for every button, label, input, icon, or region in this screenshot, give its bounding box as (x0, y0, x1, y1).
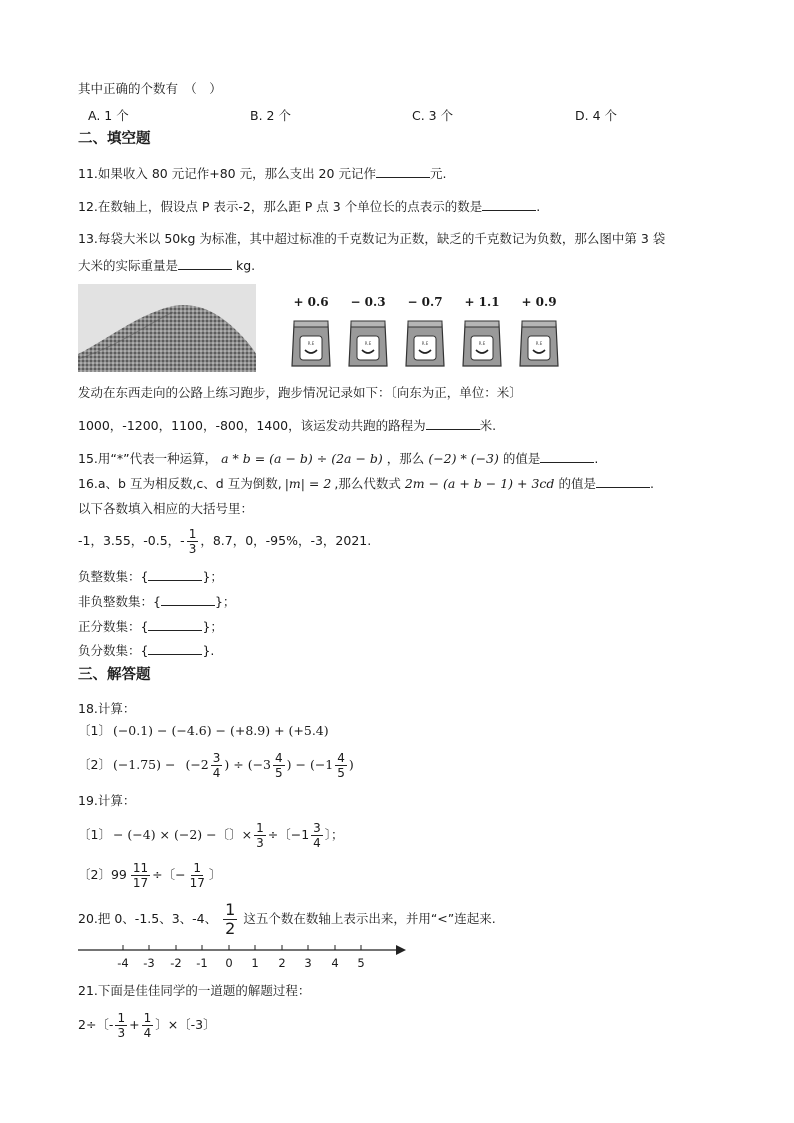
question-20: 20.把 0、-1.5、3、-4、 $\frac{1}{2}$ 这五个数在数轴上表示出来，并用“<”连起来. (78, 900, 496, 938)
question-19-part1: 〔1〕 − (−4) × (−2) −〔〕× $\frac{1}{3}$ ÷〔−1 $\frac{3}{4}$ 〕； (78, 821, 344, 850)
answer-blank[interactable] (148, 617, 202, 631)
tick-label: -3 (143, 956, 155, 970)
answer-blank[interactable] (482, 197, 536, 211)
set-negative-integers: 负整数集：{ }； (78, 569, 223, 584)
tick-label: -2 (170, 956, 182, 970)
tick-label: 4 (331, 956, 339, 970)
question-21-expression: 2÷〔- $\frac{1}{3}$ + $\frac{1}{4}$ 〕×〔-3〕 (78, 1011, 216, 1040)
question-18-title: 18.计算： (78, 701, 136, 716)
question-11: 11.如果收入 80 元记作+80 元，那么支出 20 元记作 元. (78, 166, 447, 181)
question-13-line2: 大米的实际重量是 kg. (78, 258, 256, 273)
svg-text:R.E: R.E (421, 341, 429, 346)
choice-d: D. 4 个 (575, 108, 617, 123)
number-line (78, 940, 408, 956)
fraction: $\frac{4}{5}$ (275, 751, 283, 780)
question-13-line1: 13.每袋大米以 50kg 为标准，其中超过标准的千克数记为正数，缺乏的千克数记为负数，那么图中第 3 袋 (78, 231, 666, 246)
question-14-line2: 1000，-1200，1100，-800，1400，该运发动共跑的路程为 米. (78, 418, 497, 433)
question-18-part1: 〔1〕 (−0.1) − (−4.6) − (+8.9) + (+5.4) (78, 723, 329, 738)
answer-blank[interactable] (596, 474, 650, 488)
fraction: $\frac{1}{2}$ (225, 900, 236, 938)
arrow-right-icon (396, 945, 406, 955)
fraction: $\frac{4}{5}$ (337, 751, 345, 780)
rice-bag-icon (519, 318, 559, 368)
rice-bag-icon (462, 318, 502, 368)
answer-blank[interactable] (148, 641, 202, 655)
svg-text:R.E: R.E (307, 341, 315, 346)
svg-text:R.E: R.E (535, 341, 543, 346)
answer-blank[interactable] (540, 449, 594, 463)
question-19-part2: 〔2〕99 $\frac{11}{17}$ ÷〔− $\frac{1}{17}$ 〕 (78, 861, 222, 890)
question-14-line1: 发动在东西走向的公路上练习跑步，跑步情况记录如下：〔向东为正，单位：米〕 (78, 385, 522, 400)
rice-pile-image (78, 284, 256, 372)
fraction: $\frac{1}{4}$ (143, 1011, 152, 1040)
tick-label: -4 (117, 956, 129, 970)
tick-label: -1 (196, 956, 208, 970)
rice-bag-icon (348, 318, 388, 368)
q10-stem: 其中正确的个数有 （ ） (78, 81, 222, 96)
set-negative-fractions: 负分数集：{ }. (78, 643, 215, 658)
set-nonnegative-integers: 非负整数集：{ }； (78, 594, 236, 609)
fraction: $\frac{1}{17}$ (189, 861, 205, 890)
bag-label-4: + 1.1 (464, 295, 500, 309)
answer-blank[interactable] (161, 592, 215, 606)
choice-a: A. 1 个 (88, 108, 129, 123)
answer-blank[interactable] (426, 416, 480, 430)
tick-label: 5 (357, 956, 365, 970)
question-21: 21.下面是佳佳同学的一道题的解题过程： (78, 983, 311, 998)
question-16: 16.a、b 互为相反数,c、d 互为倒数, |m| = 2 ,那么代数式 2m − (a + b − 1) + 3cd 的值是 . (78, 476, 654, 491)
bag-label-5: + 0.9 (521, 295, 557, 309)
fraction: $\frac{3}{4}$ (212, 751, 221, 780)
bag-label-3: − 0.7 (407, 295, 443, 309)
question-18-part2: 〔2〕 (−1.75) − (−2 $\frac{3}{4}$ ) ÷ (−3 $\frac{4}{5}$ ) − (−1 $\frac{4}{5}$ ) (78, 751, 354, 780)
tick-label: 2 (278, 956, 286, 970)
rice-bag-icon (291, 318, 331, 368)
answer-blank[interactable] (148, 567, 202, 581)
fraction: $\frac{1}{3}$ (117, 1011, 126, 1040)
question-12: 12.在数轴上，假设点 P 表示-2，那么距 P 点 3 个单位长的点表示的数是 . (78, 199, 541, 214)
fraction: $\frac{3}{4}$ (313, 821, 321, 850)
question-15: 15.用“*”代表一种运算， a * b = (a − b) ÷ (2a − b) ，那么 (−2) * (−3) 的值是 . (78, 451, 599, 466)
section-heading-fill-in: 二、填空题 (78, 131, 151, 147)
section-heading-solutions: 三、解答题 (78, 667, 151, 683)
choice-b: B. 2 个 (250, 108, 291, 123)
tick-label: 1 (251, 956, 259, 970)
tick-label: 3 (304, 956, 312, 970)
fraction: $\frac{1}{3}$ (256, 821, 264, 850)
svg-text:R.E: R.E (478, 341, 486, 346)
bag-label-2: − 0.3 (350, 295, 386, 309)
rice-bag-icon (405, 318, 445, 368)
fraction: $\frac{11}{17}$ (132, 861, 149, 890)
tick-label: 0 (225, 956, 233, 970)
question-17-numbers: -1，3.55，-0.5，- $\frac{1}{3}$ ，8.7，0，-95%，-3，2021. (78, 527, 372, 556)
fraction: $\frac{1}{3}$ (188, 527, 197, 556)
choice-c: C. 3 个 (412, 108, 454, 123)
answer-blank[interactable] (178, 256, 232, 270)
question-19-title: 19.计算： (78, 793, 136, 808)
svg-text:R.E: R.E (364, 341, 372, 346)
question-17-intro: 以下各数填入相应的大括号里： (78, 501, 254, 516)
set-positive-fractions: 正分数集：{ }； (78, 619, 223, 634)
answer-blank[interactable] (376, 164, 430, 178)
bag-label-1: + 0.6 (293, 295, 329, 309)
